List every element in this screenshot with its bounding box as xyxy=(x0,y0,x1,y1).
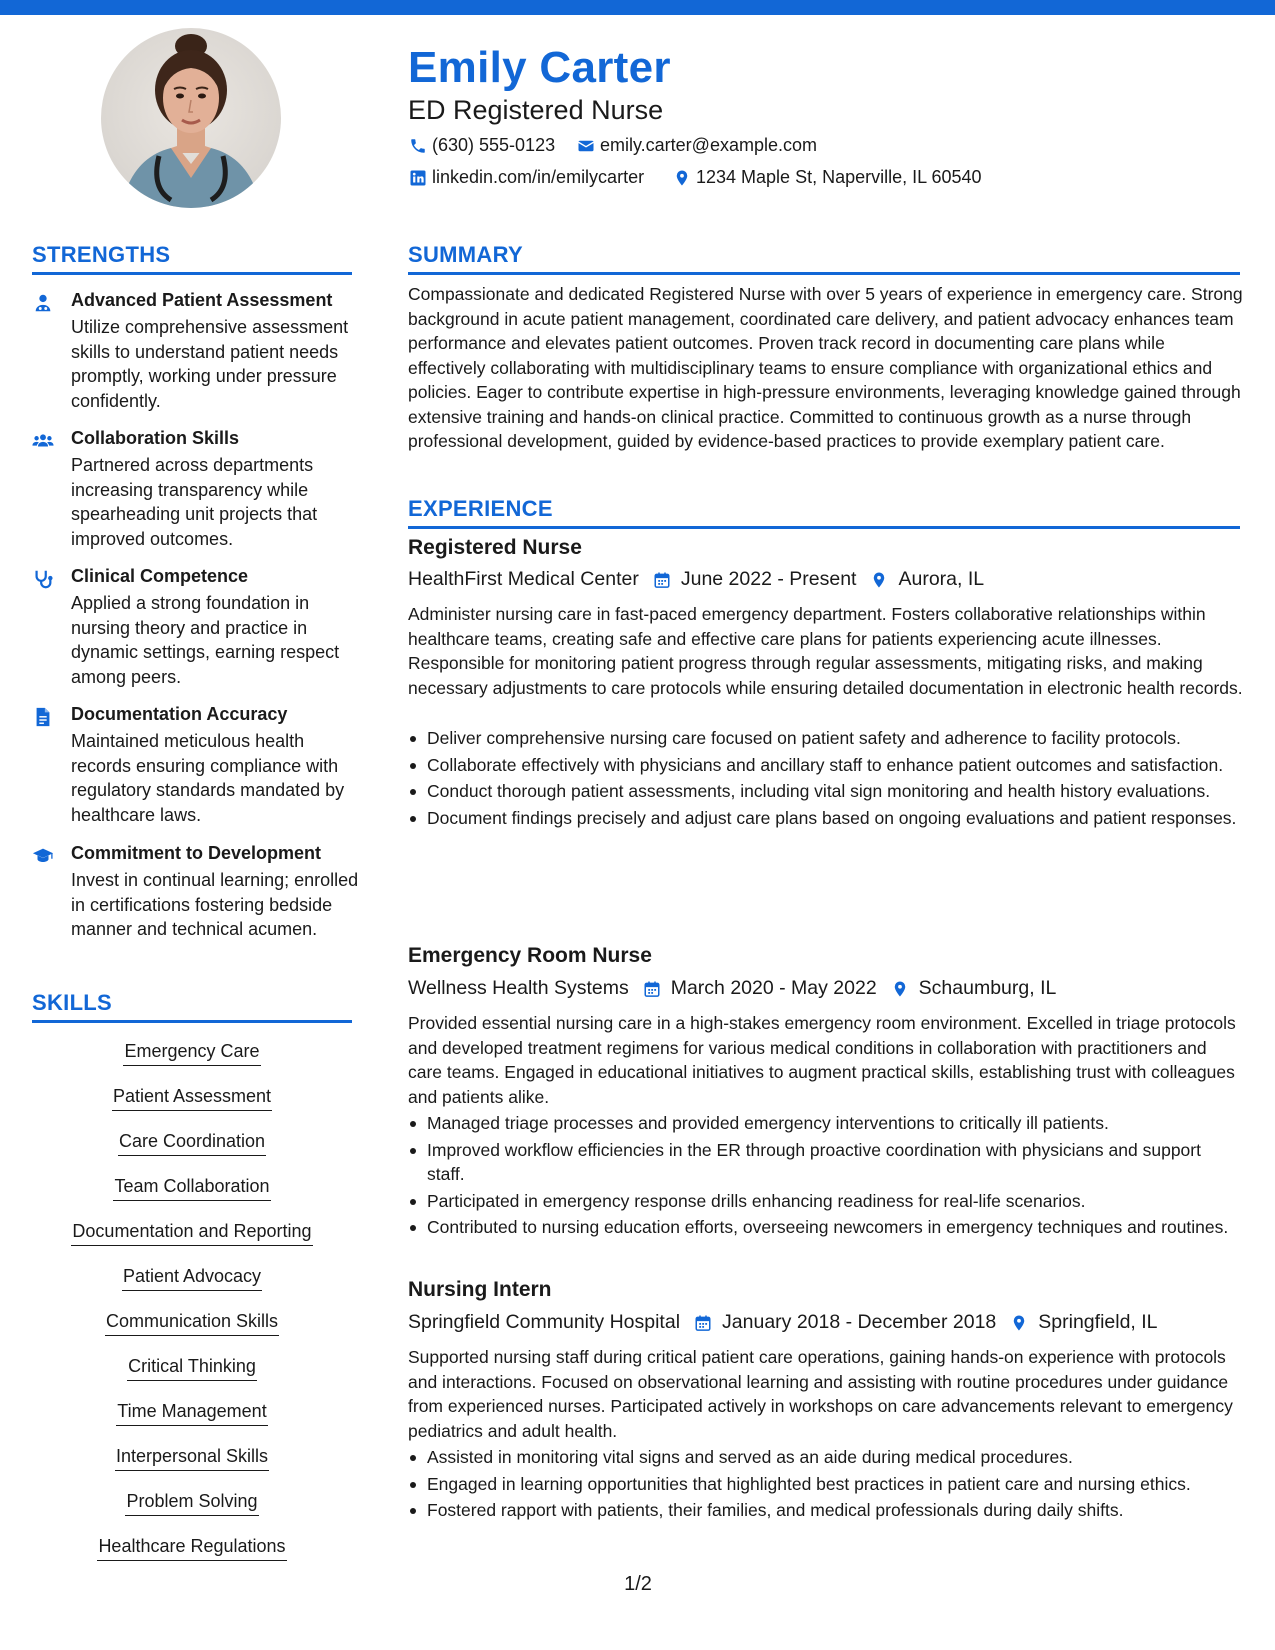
job-description: Provided essential nursing care in a high-stakes emergency room environment. Excelled in triage protocols and developed treatment regimens for various medical conditions in collaboration with practitioners and care teams. Engaged in educational initiatives to augment practical skills, establishing trust with colleagues and patients alike. xyxy=(408,1013,1236,1107)
linkedin-text: linkedin.com/in/emilycarter xyxy=(432,167,645,187)
list-item: Managed triage processes and provided emergency interventions to critically ill patients. xyxy=(408,1111,1243,1136)
skill-tag: Patient Advocacy xyxy=(32,1266,352,1291)
calendar-icon xyxy=(692,1312,714,1334)
skills-divider xyxy=(32,1020,352,1023)
strength-desc: Partnered across departments increasing transparency while spearheading unit projects that improved outcomes. xyxy=(71,455,318,549)
strengths-heading: STRENGTHS xyxy=(32,242,171,267)
job-dates: January 2018 - December 2018 xyxy=(722,1311,997,1333)
list-item: Document findings precisely and adjust care plans based on ongoing evaluations and patient responses. xyxy=(408,806,1243,831)
top-accent-bar xyxy=(0,0,1275,15)
stethoscope-icon xyxy=(32,568,54,590)
job-meta xyxy=(408,1311,1158,1334)
contact-address xyxy=(672,167,982,188)
strength-desc: Maintained meticulous health records ensuring compliance with regulatory standards mandated by healthcare laws. xyxy=(71,731,345,825)
skill-tag: Care Coordination xyxy=(32,1131,352,1156)
candidate-role: ED Registered Nurse xyxy=(408,95,664,125)
document-icon xyxy=(32,706,54,728)
list-item: Conduct thorough patient assessments, including vital sign monitoring and health history evaluations. xyxy=(408,779,1243,804)
linkedin-icon xyxy=(408,168,428,188)
job-title: Emergency Room Nurse xyxy=(408,944,652,967)
strength-desc: Utilize comprehensive assessment skills to understand patient needs promptly, working under pressure confidently. xyxy=(71,317,349,411)
skill-tag: Team Collaboration xyxy=(32,1176,352,1201)
skill-tag: Time Management xyxy=(32,1401,352,1426)
graduation-cap-icon xyxy=(32,845,54,867)
strength-title: Collaboration Skills xyxy=(71,428,240,448)
skill-tag: Emergency Care xyxy=(32,1041,352,1066)
job-title: Nursing Intern xyxy=(408,1278,552,1301)
contact-phone[interactable] xyxy=(408,135,555,156)
users-icon xyxy=(32,430,54,452)
skill-tag: Problem Solving xyxy=(32,1491,352,1516)
calendar-icon xyxy=(651,569,673,591)
map-pin-icon xyxy=(868,569,890,591)
page-number: 1/2 xyxy=(624,1573,652,1595)
job-location: Springfield, IL xyxy=(1038,1311,1158,1333)
profile-photo xyxy=(101,28,281,208)
user-nurse-icon xyxy=(32,292,54,314)
skill-tag: Healthcare Regulations xyxy=(32,1536,352,1561)
email-text: emily.carter@example.com xyxy=(600,135,817,155)
strength-title: Clinical Competence xyxy=(71,566,249,586)
job-meta xyxy=(408,568,984,591)
contact-linkedin[interactable] xyxy=(408,167,644,188)
job-company: HealthFirst Medical Center xyxy=(408,568,639,590)
contact-email[interactable] xyxy=(576,135,817,156)
strength-desc: Invest in continual learning; enrolled in certifications fostering bedside manner and technical acumen. xyxy=(71,870,359,939)
phone-icon xyxy=(408,136,428,156)
envelope-icon xyxy=(576,136,596,156)
summary-text: Compassionate and dedicated Registered Nurse with over 5 years of experience in emergency care. Strong background in acute patient management, coordinated care delivery, and patient advocacy enhances team performance and elevates patient outcomes. Proven track record in documenting care plans while effectively collaborating with multidisciplinary teams to ensure compliance with organizational ethics and policies. Eager to contribute expertise in high-pressure environments, leveraging knowledge gained through extensive training and hands-on clinical practice. Committed to continuous growth as a nurse through professional development, guided by evidence-based practices to provide exemplary patient care. xyxy=(408,284,1243,451)
skills-heading: SKILLS xyxy=(32,990,113,1015)
address-text: 1234 Maple St, Naperville, IL 60540 xyxy=(696,167,982,187)
calendar-icon xyxy=(641,978,663,1000)
strength-title: Documentation Accuracy xyxy=(71,704,288,724)
job-location: Aurora, IL xyxy=(898,568,985,590)
strength-desc: Applied a strong foundation in nursing theory and practice in dynamic settings, earning respect among peers. xyxy=(71,593,340,687)
list-item: Improved workflow efficiencies in the ER through proactive coordination with physicians and support staff. xyxy=(408,1138,1243,1187)
map-pin-icon xyxy=(1008,1312,1030,1334)
list-item: Contributed to nursing education efforts, overseeing newcomers in emergency techniques and routines. xyxy=(408,1215,1243,1240)
job-dates: June 2022 - Present xyxy=(680,568,857,590)
summary-divider xyxy=(408,272,1240,275)
job-description: Supported nursing staff during critical patient care operations, gaining hands-on experience with protocols and interactions. Focused on observational learning and assisting with routine procedures under guidance from experienced nurses. Participated actively in workshops on care advancements relevant to emergency pediatrics and adult health. xyxy=(408,1347,1233,1441)
list-item: Participated in emergency response drills enhancing readiness for real-life scenarios. xyxy=(408,1189,1243,1214)
experience-heading: EXPERIENCE xyxy=(408,496,553,521)
list-item: Fostered rapport with patients, their families, and medical professionals during daily shifts. xyxy=(408,1498,1243,1523)
job-bullets xyxy=(408,1111,1243,1242)
map-pin-icon xyxy=(889,978,911,1000)
skill-tag: Communication Skills xyxy=(32,1311,352,1336)
strength-title: Advanced Patient Assessment xyxy=(71,290,333,310)
list-item: Deliver comprehensive nursing care focused on patient safety and adherence to facility protocols. xyxy=(408,726,1243,751)
candidate-name: Emily Carter xyxy=(408,43,671,92)
map-pin-icon xyxy=(672,168,692,188)
phone-text: (630) 555-0123 xyxy=(432,135,556,155)
job-company: Springfield Community Hospital xyxy=(408,1311,681,1333)
list-item: Collaborate effectively with physicians and ancillary staff to enhance patient outcomes and satisfaction. xyxy=(408,753,1243,778)
job-dates: March 2020 - May 2022 xyxy=(670,977,877,999)
skill-tag: Critical Thinking xyxy=(32,1356,352,1381)
strength-title: Commitment to Development xyxy=(71,843,322,863)
job-title: Registered Nurse xyxy=(408,536,582,559)
list-item: Assisted in monitoring vital signs and served as an aide during medical procedures. xyxy=(408,1445,1243,1470)
skill-tag: Documentation and Reporting xyxy=(32,1221,352,1246)
job-meta xyxy=(408,977,1056,1000)
skill-tag: Interpersonal Skills xyxy=(32,1446,352,1471)
experience-divider xyxy=(408,526,1240,529)
job-bullets xyxy=(408,726,1243,832)
skill-tag: Patient Assessment xyxy=(32,1086,352,1111)
job-location: Schaumburg, IL xyxy=(918,977,1057,999)
job-company: Wellness Health Systems xyxy=(408,977,629,999)
summary-heading: SUMMARY xyxy=(408,242,523,267)
strengths-divider xyxy=(32,272,352,275)
job-bullets xyxy=(408,1445,1243,1525)
list-item: Engaged in learning opportunities that highlighted best practices in patient care and nursing ethics. xyxy=(408,1472,1243,1497)
job-description: Administer nursing care in fast-paced emergency department. Fosters collaborative relationships within healthcare teams, creating safe and effective care plans for patients experiencing acute illnesses. Responsible for monitoring patient progress through regular assessments, mitigating risks, and making necessary adjustments to care protocols while ensuring detailed documentation in electronic health records. xyxy=(408,604,1243,698)
